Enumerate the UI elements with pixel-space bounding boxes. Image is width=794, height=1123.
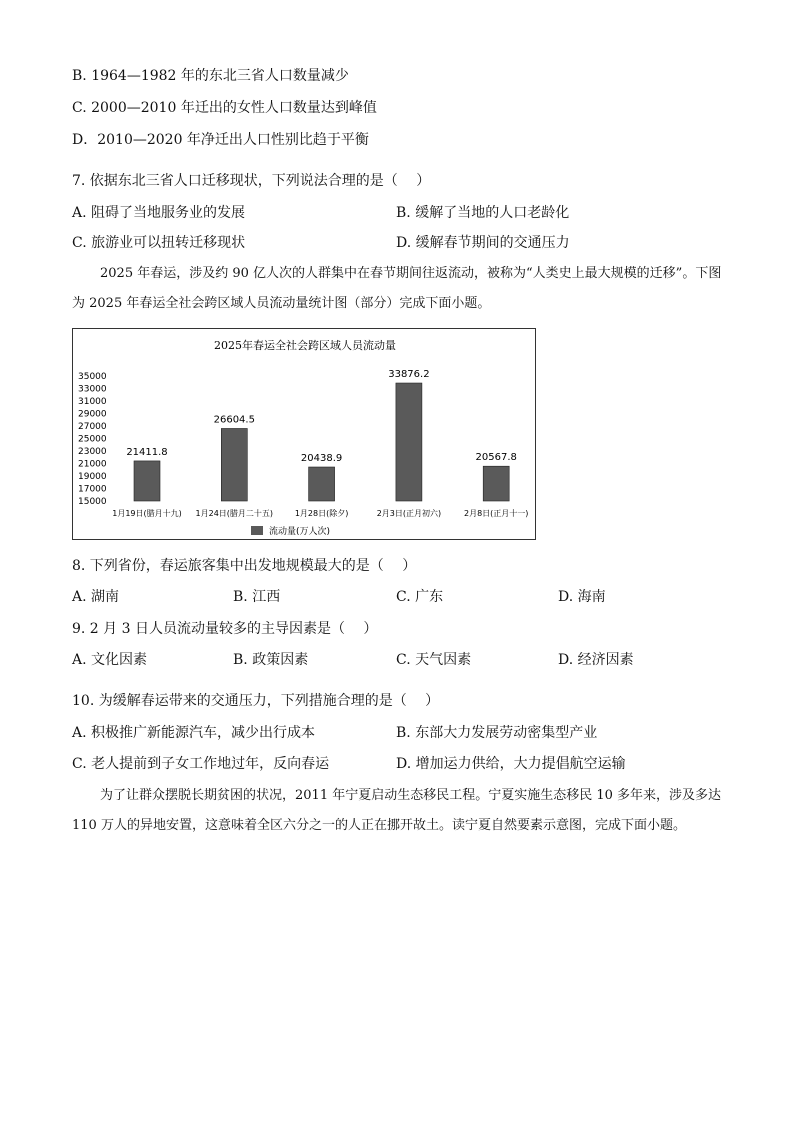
x-tick-label: 2月3日(正月初六) xyxy=(376,509,442,518)
x-tick-label: 1月28日(除夕) xyxy=(294,509,349,518)
q10-option-b: B. 东部大力发展劳动密集型产业 xyxy=(396,725,598,741)
legend-swatch xyxy=(251,526,263,535)
x-tick-label: 1月24日(腊月二十五) xyxy=(195,509,274,518)
q7-option-c: C. 旅游业可以扭转迁移现状 xyxy=(72,235,246,251)
y-tick-label: 31000 xyxy=(78,397,107,407)
bar-value-label: 26604.5 xyxy=(213,414,255,426)
passage-ningxia: 为了让群众摆脱长期贫困的状况，2011 年宁夏启动生态移民工程。宁夏实施生态移民 10 多年来，涉及多达 110 万人的异地安置，这意味着全区六分之一的人正在挪开故土。读宁夏自然要素示意图，完成下面小题。 xyxy=(72,788,722,833)
bar-value-label: 20438.9 xyxy=(300,453,343,465)
q6-option-b: B. 1964—1982 年的东北三省人口数量减少 xyxy=(72,68,349,84)
chart-svg xyxy=(73,329,537,541)
q6-option-c: C. 2000—2010 年迁出的女性人口数量达到峰值 xyxy=(72,100,377,116)
q7-option-a: A. 阻碍了当地服务业的发展 xyxy=(72,205,246,221)
q6-option-d: D．2010—2020 年净迁出人口性别比趋于平衡 xyxy=(72,132,369,148)
q10-option-c: C. 老人提前到子女工作地过年，反向春运 xyxy=(72,756,330,772)
q7-option-d: D. 缓解春节期间的交通压力 xyxy=(396,235,570,251)
q8-stem: 8. 下列省份，春运旅客集中出发地规模最大的是（ ） xyxy=(72,558,417,574)
q8-option-b: B. 江西 xyxy=(233,589,281,605)
chart-title: 2025年春运全社会跨区域人员流动量 xyxy=(214,339,396,352)
x-tick-label: 2月8日(正月十一) xyxy=(463,509,529,518)
y-tick-label: 19000 xyxy=(78,472,107,482)
q9-option-d: D. 经济因素 xyxy=(558,652,634,668)
y-tick-label: 27000 xyxy=(78,422,107,432)
y-tick-label: 15000 xyxy=(78,497,107,507)
q9-stem: 9. 2 月 3 日人员流动量较多的主导因素是（ ） xyxy=(72,621,378,637)
q7-option-b: B. 缓解了当地的人口老龄化 xyxy=(396,205,570,221)
spring-festival-flow-chart xyxy=(72,328,536,540)
y-tick-label: 25000 xyxy=(78,434,107,445)
q9-option-c: C. 天气因素 xyxy=(396,652,472,668)
q9-option-b: B. 政策因素 xyxy=(233,652,309,668)
bar xyxy=(134,461,160,501)
q8-option-c: C. 广东 xyxy=(396,589,444,605)
q8-option-d: D. 海南 xyxy=(558,589,606,605)
bars xyxy=(126,369,517,501)
q10-stem: 10. 为缓解春运带来的交通压力，下列措施合理的是（ ） xyxy=(72,693,440,709)
q9-option-a: A. 文化因素 xyxy=(72,652,148,668)
bar-value-label: 33876.2 xyxy=(388,369,430,381)
x-axis-ticks xyxy=(112,508,528,518)
q10-option-a: A. 积极推广新能源汽车，减少出行成本 xyxy=(72,725,316,741)
bar xyxy=(396,383,422,501)
passage-spring-festival: 2025 年春运，涉及约 90 亿人次的人群集中在春节期间往返流动，被称为“人类史上最大规模的迁移”。下图为 2025 年春运全社会跨区域人员流动量统计图（部分）完成下面小题。 xyxy=(72,266,722,311)
q7-stem: 7. 依据东北三省人口迁移现状，下列说法合理的是（ ） xyxy=(72,173,431,189)
y-tick-label: 29000 xyxy=(78,409,107,420)
q10-option-d: D. 增加运力供给，大力提倡航空运输 xyxy=(396,756,626,772)
q8-option-a: A. 湖南 xyxy=(72,589,120,605)
x-tick-label: 1月19日(腊月十九) xyxy=(112,509,182,518)
y-tick-label: 21000 xyxy=(78,459,107,470)
bar xyxy=(309,467,335,501)
bar xyxy=(221,428,247,501)
y-tick-label: 33000 xyxy=(78,384,107,395)
bar-value-label: 20567.8 xyxy=(475,452,517,464)
bar xyxy=(483,466,509,501)
y-tick-label: 17000 xyxy=(78,484,107,495)
y-axis-ticks xyxy=(78,372,107,507)
legend-label: 流动量(万人次) xyxy=(269,527,331,537)
y-tick-label: 35000 xyxy=(78,372,107,382)
bar-value-label: 21411.8 xyxy=(126,446,168,458)
y-tick-label: 23000 xyxy=(78,447,107,457)
